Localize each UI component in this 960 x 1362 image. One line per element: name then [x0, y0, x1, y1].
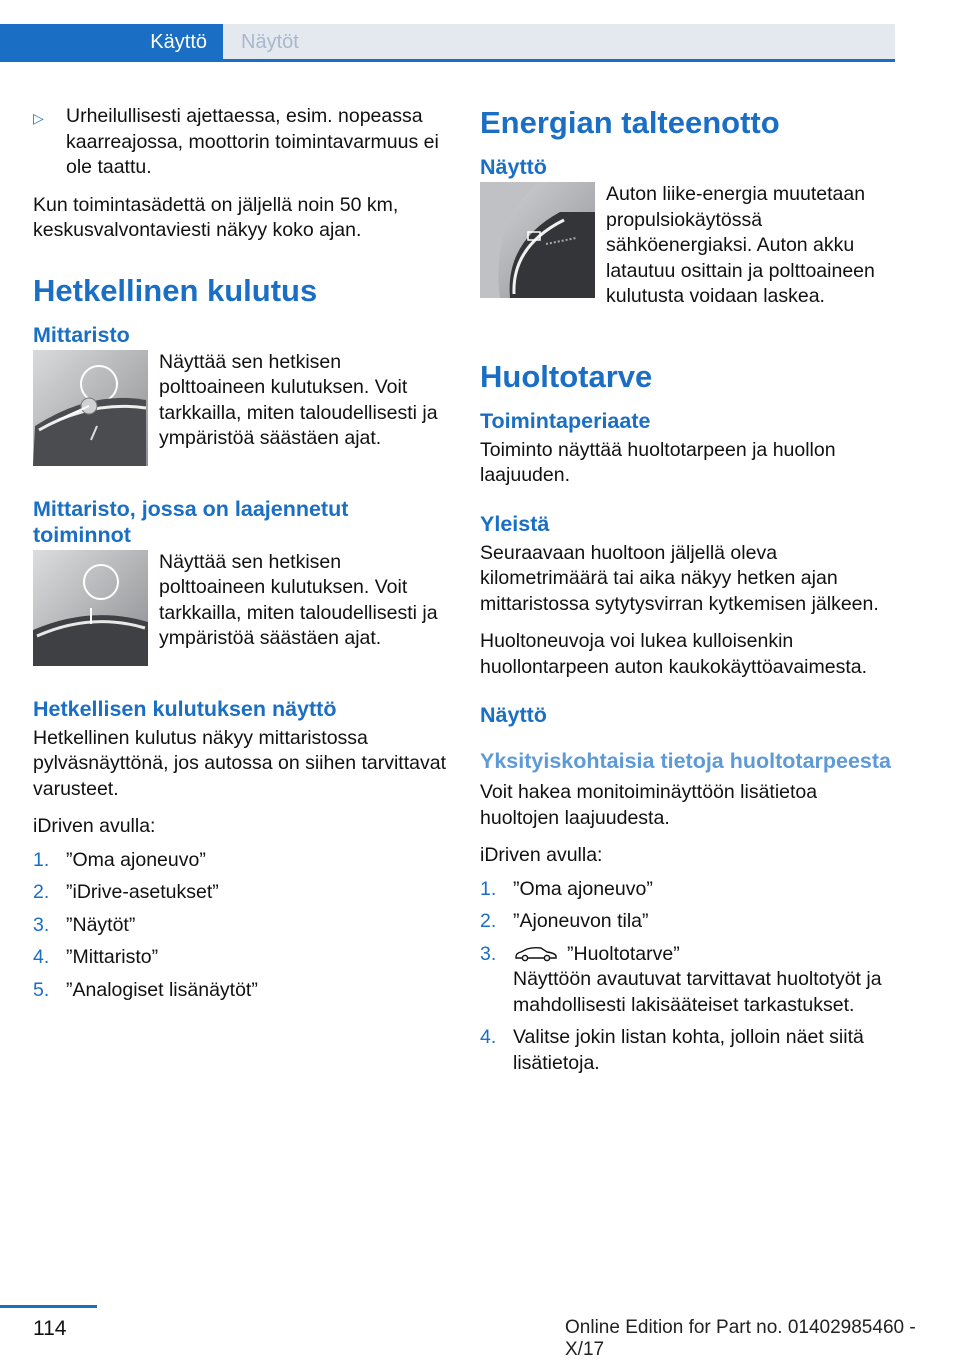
chapter-tabs: [0, 24, 895, 61]
tab-naytot[interactable]: Näytöt: [223, 24, 895, 61]
header-divider: [0, 59, 895, 62]
principle-paragraph: Toiminto näyttää huoltotarpeen ja huollon laajuuden.: [480, 438, 836, 486]
idrive-label: iDriven avulla:: [480, 844, 603, 866]
gauge-image: [33, 350, 148, 466]
display-paragraph: Hetkellinen kulutus näkyy mittaristossa pylväsnäyttönä, jos autossa on siihen tarvittavat varusteet.: [33, 726, 446, 800]
left-column: [33, 104, 448, 1010]
energy-text: Auton liike-energia muutetaan propulsiokäytössä sähköenergiaksi. Auton akku latautuu osittain ja polttoaineen kulutusta voidaan laskea.: [606, 183, 875, 307]
step-text: ”Huoltotarve”: [567, 942, 680, 965]
figure-cluster-extended: [33, 550, 448, 666]
step-text: ”Mittaristo”: [66, 946, 159, 968]
right-steps-list: [480, 877, 895, 1077]
details-paragraph: Voit hakea monitoiminäyttöön lisätietoa huoltojen laajuudesta.: [480, 781, 818, 829]
list-item: [33, 848, 448, 874]
right-column: [480, 104, 895, 1083]
heading-service-details: Yksityiskohtaisia tietoja huoltotarpeesta: [480, 749, 892, 773]
step-number: 1.: [33, 848, 50, 871]
cluster-extended-text: Näyttää sen hetkisen polttoaineen kulutuksen. Voit tarkkailla, miten taloudellisesti ja ympäristöä säästäen ajat.: [159, 550, 438, 649]
figure-energy: [480, 182, 895, 310]
step-number: 1.: [480, 877, 497, 900]
gauge-image: [33, 550, 148, 666]
step-number: 5.: [33, 978, 50, 1001]
step-text: ”Oma ajoneuvo”: [513, 877, 653, 900]
heading-consumption: Hetkellinen kulutus: [33, 272, 318, 308]
list-item: [33, 913, 448, 939]
car-service-icon: [513, 946, 559, 962]
list-item: [33, 945, 448, 971]
step-text: ”Oma ajoneuvo”: [66, 848, 206, 871]
step-number: 2.: [33, 881, 50, 903]
bullet-item: [33, 104, 448, 181]
list-item: [33, 978, 448, 1004]
step-number: 3.: [33, 913, 50, 936]
heading-service: Huoltotarve: [480, 358, 653, 394]
step-text: ”Näytöt”: [66, 913, 136, 936]
tab-kaytto[interactable]: Käyttö: [0, 24, 223, 61]
bullet-text: Urheilullisesti ajettaessa, esim. nopeassa kaarreajossa, moottorin toimintavarmuus ei ole taattu.: [66, 105, 439, 178]
heading-energy-display: Näyttö: [480, 155, 547, 179]
list-item: [33, 880, 448, 906]
range-paragraph: Kun toimintasädettä on jäljellä noin 50 km, keskusvalvontaviesti näkyy koko ajan.: [33, 193, 399, 241]
heading-energy-recovery: Energian talteenotto: [480, 105, 780, 140]
step-number: 3.: [480, 942, 497, 965]
figure-cluster: [33, 350, 448, 466]
heading-consumption-display: Hetkellisen kulutuksen näyttö: [33, 696, 337, 721]
step-number: 4.: [33, 946, 50, 968]
step-number: 4.: [480, 1026, 497, 1048]
list-item: [480, 877, 895, 903]
general-paragraph-1: Seuraavaan huoltoon jäljellä oleva kilometrimäärä tai aika näkyy hetken ajan mittaristossa sytytysvirran kytkemisen jälkeen.: [480, 541, 879, 615]
heading-general: Yleistä: [480, 511, 550, 536]
list-item: [480, 1025, 895, 1076]
footer-divider: [0, 1305, 97, 1308]
list-item: [480, 942, 895, 1019]
heading-principle: Toimintaperiaate: [480, 408, 651, 433]
edition-label: Online Edition for Part no. 01402985460 - X/17: [565, 1317, 916, 1360]
step-subtext: Näyttöön avautuvat tarvittavat huoltotyöt ja mahdollisesti lakisääteiset tarkastukset.: [513, 968, 882, 1016]
left-steps-list: [33, 848, 448, 1004]
idrive-label: iDriven avulla:: [33, 815, 156, 837]
step-text: Valitse jokin listan kohta, jolloin näet siitä lisätietoja.: [513, 1026, 864, 1074]
heading-service-display: Näyttö: [480, 703, 547, 727]
list-item: [480, 909, 895, 935]
heading-cluster-extended: Mittaristo, jossa on laajennetut toiminnot: [33, 496, 349, 547]
step-body: [513, 942, 895, 1019]
general-paragraph-2: Huoltoneuvoja voi lukea kulloisenkin huollontarpeen auton kaukokäyttöavaimesta.: [480, 630, 868, 678]
step-text: ”Analogiset lisänäytöt”: [66, 978, 258, 1001]
page-number: 114: [33, 1317, 67, 1340]
step-text: ”iDrive-asetukset”: [66, 881, 219, 903]
step-text: ”Ajoneuvon tila”: [513, 910, 649, 932]
triangle-bullet-icon: ▷: [33, 110, 44, 126]
step-number: 2.: [480, 910, 497, 932]
efficient-dynamics-gauge-image: [480, 182, 595, 298]
heading-cluster: Mittaristo: [33, 322, 130, 347]
cluster-text: Näyttää sen hetkisen polttoaineen kulutuksen. Voit tarkkailla, miten taloudellisesti ja ympäristöä säästäen ajat.: [159, 350, 438, 449]
